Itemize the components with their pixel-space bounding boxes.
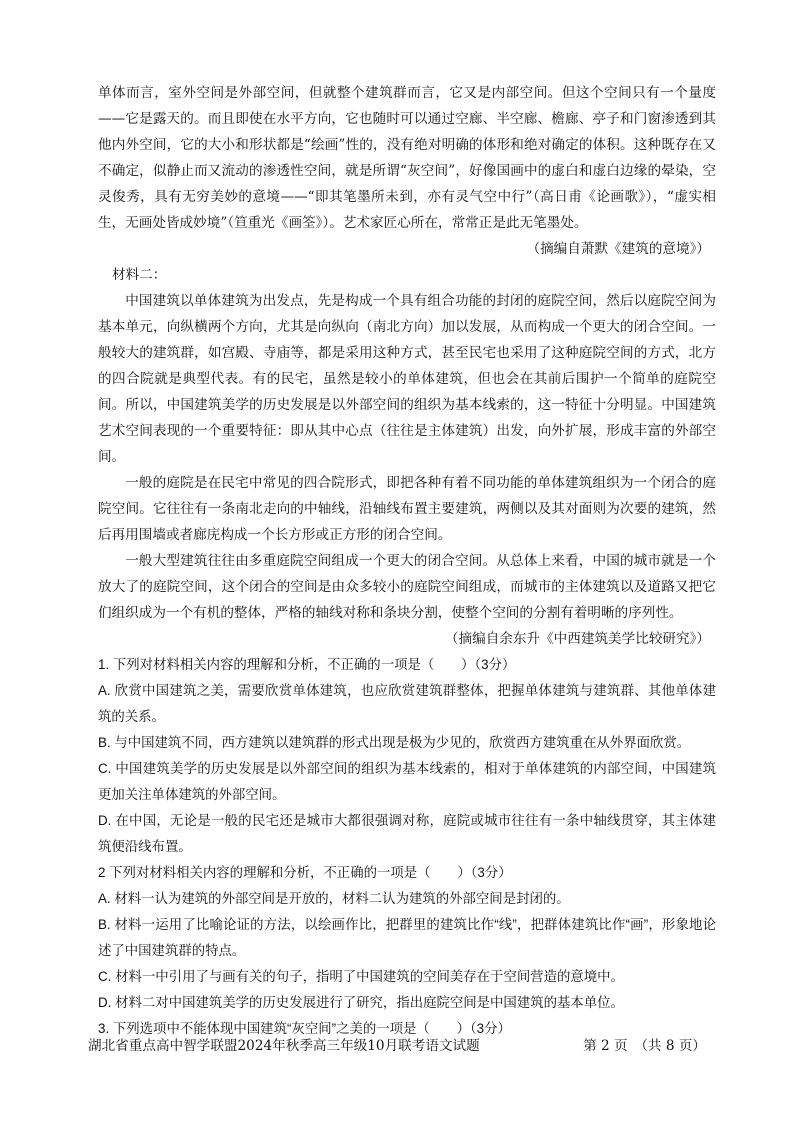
exam-title: 湖北省重点高中智学联盟2024年秋季高三年级10月联考语文试题	[88, 1038, 480, 1054]
material-2-label: 材料二：	[112, 267, 167, 283]
question-1-option-a: A. 欣赏中国建筑之美，需要欣赏单体建筑，也应欣赏建筑群整体，把握单体建筑与建筑群、其他单体建筑的关系。	[98, 683, 716, 724]
page-body	[98, 80, 716, 1042]
question-1-option-d: D. 在中国，无论是一般的民宅还是城市大都很强调对称，庭院或城市往往有一条中轴线贯穿，其主体建筑便沿线布置。	[98, 813, 716, 854]
page-number: 第 2 页 （共 8 页）	[583, 1038, 706, 1054]
question-3-stem: 3. 下列选项中不能体现中国建筑“灰空间”之美的一项是（ ）（3分）	[98, 1021, 511, 1036]
question-2-stem: 2 下列对材料相关内容的理解和分析，不正确的一项是（ ）（3分）	[98, 865, 512, 880]
question-1-option-b: B. 与中国建筑不同，西方建筑以建筑群的形式出现是极为少见的，欣赏西方建筑重在从外界面欣赏。	[98, 735, 691, 750]
question-1-stem: 1. 下列对材料相关内容的理解和分析，不正确的一项是（ ）（3分）	[98, 657, 516, 672]
material-2-paragraph-2: 一般的庭院是在民宅中常见的四合院形式，即把各种有着不同功能的单体建筑组织为一个闭合的庭院空间。它往往有一条南北走向的中轴线，沿轴线布置主要建筑，两侧以及其对面则为次要的建筑，然后再用围墙或者廊庑构成一个长方形或正方形的闭合空间。	[98, 475, 716, 543]
question-2-option-c: C. 材料一中引用了与画有关的句子，指明了中国建筑的空间美存在于空间营造的意境中。	[98, 969, 624, 984]
page-footer	[88, 1036, 706, 1056]
material-1-source: （摘编自萧默《建筑的意境》）	[526, 241, 710, 257]
material-2-source: （摘编自余东升《中西建筑美学比较研究》）	[444, 631, 710, 647]
question-2-option-d: D. 材料二对中国建筑美学的历史发展进行了研究，指出庭院空间是中国建筑的基本单位。	[98, 995, 624, 1010]
material-2-paragraph-1: 中国建筑以单体建筑为出发点，先是构成一个具有组合功能的封闭的庭院空间，然后以庭院空间为基本单元，向纵横两个方向，尤其是向纵向（南北方向）加以发展，从而构成一个更大的闭合空间。一般较大的建筑群，如宫殿、寺庙等，都是采用这种方式，甚至民宅也采用了这种庭院空间的方式，北方的四合院就是典型代表。有的民宅，虽然是较小的单体建筑，但也会在其前后围护一个简单的庭院空间。所以，中国建筑美学的历史发展是以外部空间的组织为基本线索的，这一特征十分明显。中国建筑艺术空间表现的一个重要特征：即从其中心点（往往是主体建筑）出发，向外扩展，形成丰富的外部空间。	[98, 293, 716, 465]
question-1-option-c: C. 中国建筑美学的历史发展是以外部空间的组织为基本线索的，相对于单体建筑的内部空间，中国建筑更加关注单体建筑的外部空间。	[98, 761, 716, 802]
material-1-paragraph: 单体而言，室外空间是外部空间，但就整个建筑群而言，它又是内部空间。但这个空间只有一个量度——它是露天的。而且即使在水平方向，它也随时可以通过空廊、半空廊、檐廊、亭子和门窗渗透到其他内外空间，它的大小和形状都是“绘画”性的，没有绝对明确的体形和绝对确定的体积。这种既存在又不确定，似静止而又流动的渗透性空间，就是所谓“灰空间”，好像国画中的虚白和虚白边缘的晕染，空灵俊秀，具有无穷美妙的意境——“即其笔墨所未到，亦有灵气空中行”（高日甫《论画歌》），“虚实相生，无画处皆成妙境”（笪重光《画筌》）。艺术家匠心所在，常常正是此无笔墨处。	[98, 85, 716, 231]
question-2-option-a: A. 材料一认为建筑的外部空间是开放的，材料二认为建筑的外部空间是封闭的。	[98, 891, 570, 906]
material-2-paragraph-3: 一般大型建筑往往由多重庭院空间组成一个更大的闭合空间。从总体上来看，中国的城市就是一个放大了的庭院空间，这个闭合的空间是由众多较小的庭院空间组成，而城市的主体建筑以及道路又把它们组织成为一个有机的整体，严格的轴线对称和条块分割，使整个空间的分割有着明晰的序列性。	[98, 553, 716, 621]
question-2-option-b: B. 材料一运用了比喻论证的方法，以绘画作比，把群里的建筑比作“线”，把群体建筑比作“画”，形象地论述了中国建筑群的特点。	[98, 917, 716, 958]
